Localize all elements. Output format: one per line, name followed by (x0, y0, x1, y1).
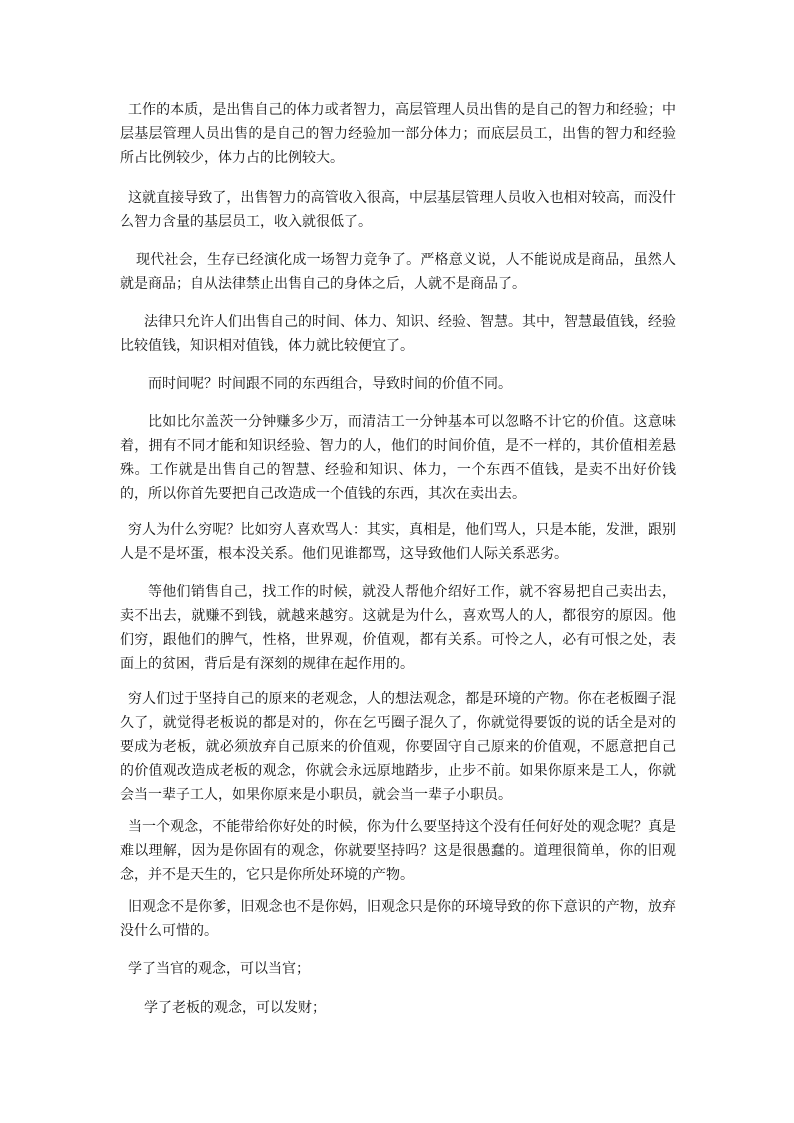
paragraph-selling-themselves: 等他们销售自己，找工作的时候，就没人帮他介绍好工作，就不容易把自己卖出去，卖不出去，就赚不到钱，就越来越穷。这就是为什么，喜欢骂人的人，都很穷的原因。他们穷，跟他们的脾气，性格，世界观，价值观，都有关系。可怜之人，必有可恨之处，表面上的贫困，背后是有深刻的规律在起作用的。 (120, 584, 676, 672)
paragraph-why-poor: 穷人为什么穷呢？比如穷人喜欢骂人：其实，真相是，他们骂人，只是本能，发泄，跟别人是不是坏蛋，根本没关系。他们见谁都骂，这导致他们人际关系恶劣。 (120, 522, 676, 562)
paragraph-time-value: 而时间呢？时间跟不同的东西组合，导致时间的价值不同。 (148, 376, 512, 392)
paragraph-learn-boss: 学了老板的观念，可以发财； (144, 1000, 326, 1016)
paragraph-old-concepts-parent: 旧观念不是你爹，旧观念也不是你妈，旧观念只是你的环境导致的你下意识的产物，放弃没什么可惜的。 (120, 899, 676, 939)
paragraph-old-concepts: 穷人们过于坚持自己的原来的老观念，人的想法观念，都是环境的产物。你在老板圈子混久了，就觉得老板说的都是对的，你在乞丐圈子混久了，你就觉得要饭的说的话全是对的要成为老板，就必须放弃自己原来的价值观，你要固守自己原来的价值观，不愿意把自己的价值观改造成老板的观念，你就会永远原地踏步，止步不前。如果你原来是工人，你就会当一辈子工人，如果你原来是小职员，就会当一辈子小职员。 (120, 691, 676, 803)
paragraph-learn-official: 学了当官的观念，可以当官； (128, 961, 310, 977)
paragraph-bill-gates: 比如比尔盖茨一分钟赚多少万，而清洁工一分钟基本可以忽略不计它的价值。这意味着，拥有不同才能和知识经验、智力的人，他们的时间价值，是不一样的，其价值相差悬殊。工作就是出售自己的智慧、经验和知识、体力，一个东西不值钱，是卖不出好价钱的，所以你首先要把自己改造成一个值钱的东西，其次在卖出去。 (120, 414, 676, 502)
paragraph-modern-society: 现代社会，生存已经演化成一场智力竞争了。严格意义说，人不能说成是商品，虽然人就是商品；自从法律禁止出售自己的身体之后，人就不是商品了。 (120, 252, 676, 292)
paragraph-law-allows: 法律只允许人们出售自己的时间、体力、知识、经验、智慧。其中，智慧最值钱，经验比较值钱，知识相对值钱，体力就比较便宜了。 (120, 314, 676, 354)
paragraph-income-result: 这就直接导致了，出售智力的高管收入很高，中层基层管理人员收入也相对较高，而没什么智力含量的基层员工，收入就很低了。 (120, 190, 676, 230)
paragraph-why-persist: 当一个观念，不能带给你好处的时候，你为什么要坚持这个没有任何好处的观念呢？真是难以理解，因为是你固有的观念，你就要坚持吗？这是很愚蠢的。道理很简单，你的旧观念，并不是天生的，它只是你所处环境的产物。 (120, 819, 676, 883)
paragraph-work-essence: 工作的本质，是出售自己的体力或者智力，高层管理人员出售的是自己的智力和经验；中层基层管理人员出售的是自己的智力经验加一部分体力；而底层员工，出售的智力和经验所占比例较少，体力占的比例较大。 (120, 102, 676, 166)
